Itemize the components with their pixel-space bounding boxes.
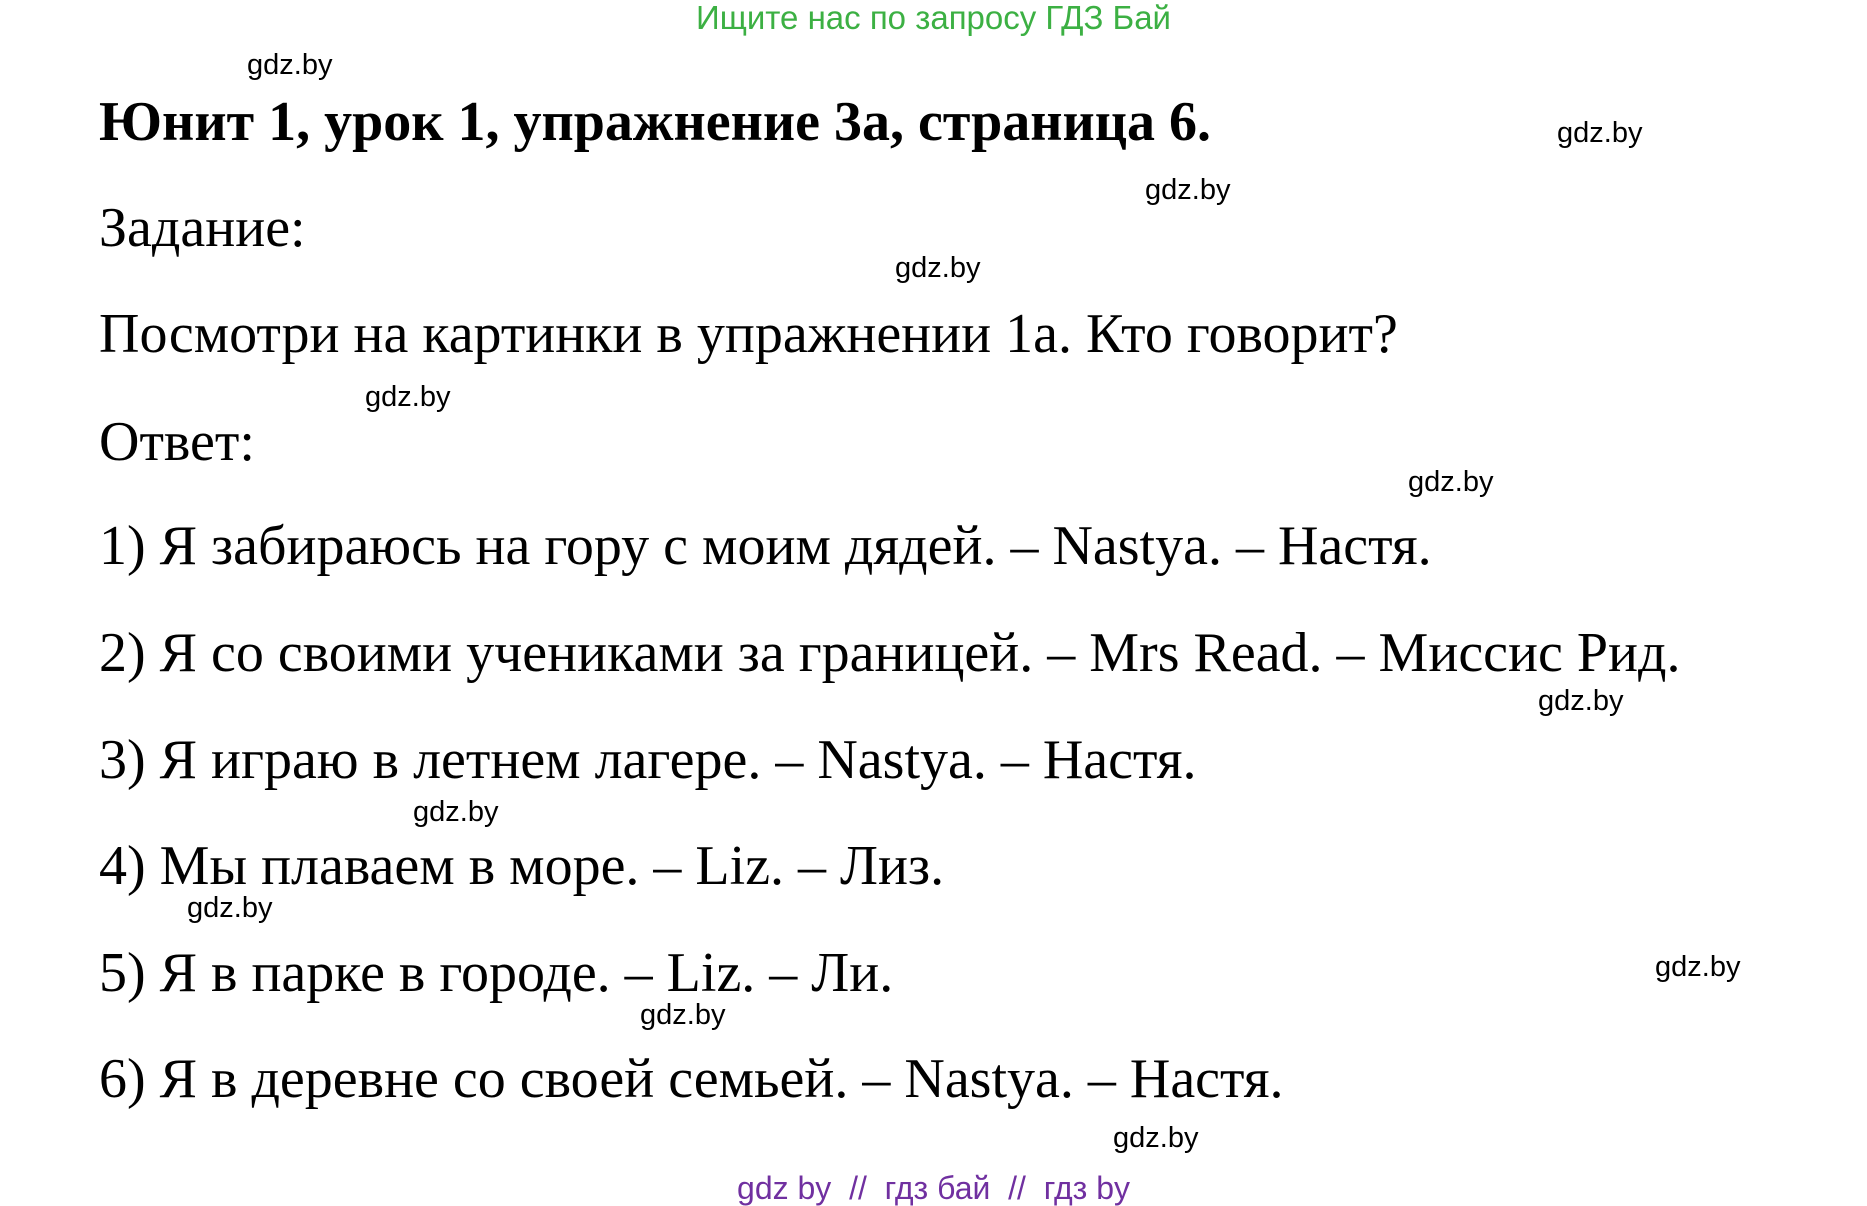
task-text: Посмотри на картинки в упражнении 1а. Кто говорит? (99, 303, 1398, 365)
answer-label: Ответ: (99, 411, 255, 473)
watermark: gdz.by (365, 381, 451, 413)
watermark: gdz.by (895, 252, 981, 284)
answer-item-6: 6) Я в деревне со своей семьей. – Nastya. – Настя. (99, 1048, 1284, 1110)
answer-item-1: 1) Я забираюсь на гору с моим дядей. – Nastya. – Настя. (99, 515, 1432, 577)
task-label: Задание: (99, 197, 306, 259)
watermark: gdz.by (1408, 466, 1494, 498)
answer-item-5: 5) Я в парке в городе. – Liz. – Ли. (99, 942, 894, 1004)
watermark: gdz.by (1538, 685, 1624, 717)
page-title: Юнит 1, урок 1, упражнение 3а, страница 6. (99, 91, 1212, 153)
watermark: gdz.by (1113, 1122, 1199, 1154)
watermark: gdz.by (1145, 174, 1231, 206)
footer-watermark: gdz by // гдз бай // гдз by (737, 1170, 1130, 1206)
watermark: gdz.by (640, 999, 726, 1031)
watermark: gdz.by (247, 49, 333, 81)
watermark: gdz.by (187, 892, 273, 924)
top-banner: Ищите нас по запросу ГДЗ Бай (696, 0, 1171, 36)
watermark: gdz.by (413, 796, 499, 828)
watermark: gdz.by (1655, 951, 1741, 983)
answer-item-3: 3) Я играю в летнем лагере. – Nastya. – Настя. (99, 729, 1197, 791)
answer-item-4: 4) Мы плаваем в море. – Liz. – Лиз. (99, 835, 945, 897)
answer-item-2: 2) Я со своими учениками за границей. – Mrs Read. – Миссис Рид. (99, 622, 1681, 684)
watermark: gdz.by (1557, 117, 1643, 149)
